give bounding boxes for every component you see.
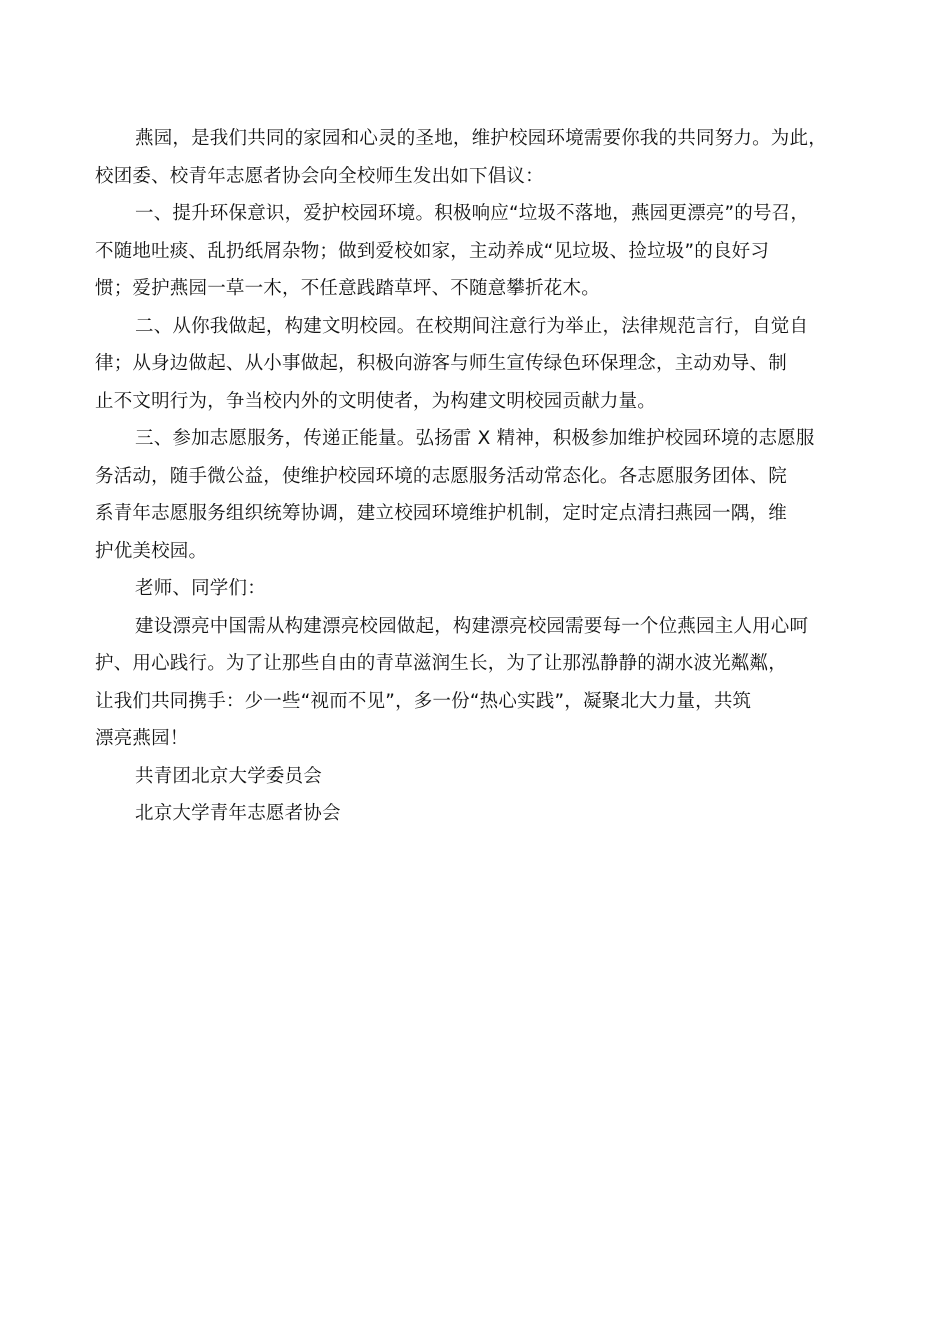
text-line: 止不文明行为，争当校内外的文明使者，为构建文明校园贡献力量。: [95, 390, 657, 412]
text-line: 北京大学青年志愿者协会: [135, 803, 341, 824]
text-line: 燕园，是我们共同的家园和心灵的圣地，维护校园环境需要你我的共同努力。为此，: [135, 128, 827, 149]
text-line: 漂亮燕园！: [95, 728, 189, 749]
text-line: 共青团北京大学委员会: [135, 765, 323, 787]
paragraph-intro: [95, 120, 845, 195]
text-line: 让我们共同携手：少一些“视而不见”，多一份“热心实践”，凝聚北大力量，共筑: [95, 690, 752, 712]
text-line: 惯；爱护燕园一草一木，不任意践踏草坪、不随意攀折花木。: [95, 278, 600, 299]
signature-organization-2: [115, 795, 845, 833]
text-line: 校团委、校青年志愿者协会向全校师生发出如下倡议：: [95, 165, 544, 187]
text-line: 护、用心践行。为了让那些自由的青草滋润生长，为了让那泓静静的湖水波光粼粼，: [95, 653, 787, 674]
paragraph-closing: [95, 608, 845, 758]
text-line: 务活动，随手微公益，使维护校园环境的志愿服务活动常态化。各志愿服务团体、院: [95, 465, 787, 487]
paragraph-proposal-2: [95, 308, 845, 421]
text-line: 二、从你我做起，构建文明校园。在校期间注意行为举止，法律规范言行，自觉自: [135, 315, 809, 337]
paragraph-proposal-3: [95, 420, 845, 570]
text-line: 建设漂亮中国需从构建漂亮校园做起，构建漂亮校园需要每一个位燕园主人用心呵: [135, 615, 809, 637]
text-line: 系青年志愿服务组织统筹协调，建立校园环境维护机制，定时定点清扫燕园一隅，维: [95, 503, 787, 524]
text-line: 三、参加志愿服务，传递正能量。弘扬雷 X 精神，积极参加维护校园环境的志愿服: [135, 428, 815, 449]
document-body: [95, 120, 845, 833]
text-line: 一、提升环保意识，爱护校园环境。积极响应“垃圾不落地，燕园更漂亮”的号召，: [135, 203, 810, 224]
text-line: 护优美校园。: [95, 540, 208, 562]
text-line: 不随地吐痰、乱扔纸屑杂物；做到爱校如家，主动养成“见垃圾、捡垃圾”的良好习: [95, 240, 770, 262]
paragraph-salutation: [115, 570, 845, 608]
text-line: 律；从身边做起、从小事做起，积极向游客与师生宣传绿色环保理念，主动劝导、制: [95, 353, 787, 374]
signature-organization-1: [115, 758, 845, 796]
text-line: 老师、同学们：: [135, 578, 266, 599]
paragraph-proposal-1: [95, 195, 845, 308]
